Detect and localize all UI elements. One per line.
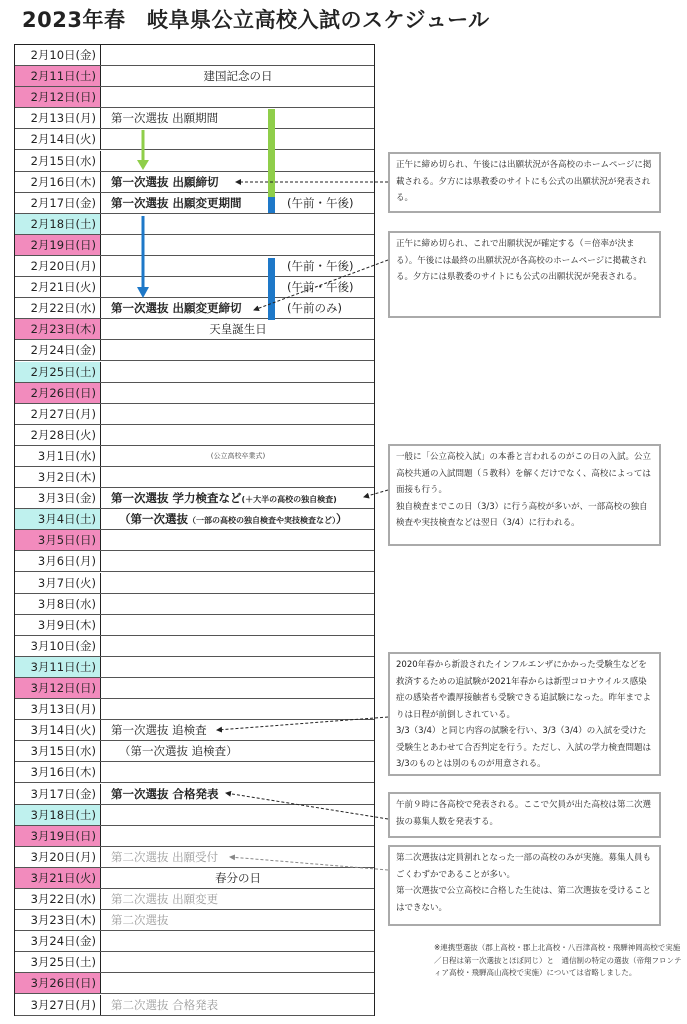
page-title: 2023年春 岐阜県公立高校入試のスケジュール	[22, 8, 490, 32]
row-date: 2月12日(日)	[15, 87, 101, 107]
row-date: 2月18日(土)	[15, 214, 101, 234]
event-label: 第一次選抜 追検査	[111, 723, 207, 738]
event-label: 第一次選抜 出願期間	[111, 111, 219, 126]
event-label: (公立高校卒業式)	[210, 451, 266, 460]
row-date: 3月15日(水)	[15, 741, 101, 761]
note-text: 午前９時に各高校で発表される。ここで欠員が出た高校は第二次選抜の募集人数を発表する。	[396, 800, 652, 827]
event-tail: ）	[336, 512, 348, 527]
note-text: 一般に「公立高校入試」の本番と言われるのがこの日の入試。公立高校共通の入試問題（５教科）を解くだけでなく、高校によっては面接も行う。	[396, 452, 652, 495]
row-date: 2月15日(水)	[15, 151, 101, 171]
row-date: 3月25日(土)	[15, 952, 101, 972]
row-date: 2月13日(月)	[15, 108, 101, 128]
event-label: 第一次選抜 出願変更期間	[111, 195, 242, 210]
note-text: 正午に締め切られ、午後には出願状況が各高校のホームページに掲載される。夕方には県教委のサイトにも公式の出願状況が発表される。	[396, 160, 652, 203]
row-date: 2月11日(土)	[15, 66, 101, 86]
row-date: 2月22日(水)	[15, 298, 101, 318]
row-date: 3月9日(木)	[15, 615, 101, 635]
event-label: 春分の日	[215, 870, 261, 885]
event-label: 第一次選抜 学力検査など	[111, 491, 242, 506]
row-date: 3月1日(水)	[15, 446, 101, 466]
event-label: 第一次選抜 出願締切	[111, 174, 219, 189]
event-label: （第一次選抜	[119, 512, 188, 527]
row-date: 2月20日(月)	[15, 256, 101, 276]
row-time-note: (午前のみ)	[287, 301, 342, 316]
leader-mar3	[364, 490, 388, 497]
row-date: 3月12日(日)	[15, 678, 101, 698]
event-label: 第二次選抜 出願変更	[111, 892, 219, 906]
row-date: 3月24日(金)	[15, 931, 101, 951]
note-text: 3/3（3/4）と同じ内容の試験を行い、3/3（3/4）の入試を受けた受験生とあわせて合否判定を行う。ただし、入試の学力検査問題は3/3のものとは別のものが用意される。	[396, 726, 652, 769]
row-date: 3月2日(木)	[15, 467, 101, 487]
row-date: 3月23日(木)	[15, 910, 101, 930]
row-date: 3月19日(日)	[15, 826, 101, 846]
row-date: 3月27日(月)	[15, 995, 101, 1015]
note-text: 正午に締め切られ、これで出願状況が確定する（＝倍率が決まる）。午後には最終の出願状況が各高校のホームページに掲載される。夕方には県教委のサイトにも公式の出願状況が発表される。	[396, 239, 647, 282]
event-sublabel: （一部の高校の独自検査や実技検査など）	[188, 516, 336, 526]
row-date: 2月28日(火)	[15, 425, 101, 445]
event-label: 第一次選抜 合格発表	[111, 786, 219, 801]
row-date: 2月21日(火)	[15, 277, 101, 297]
row-date: 3月10日(金)	[15, 636, 101, 656]
green-arrowhead	[137, 160, 149, 170]
row-date: 2月26日(日)	[15, 383, 101, 403]
event-label: 第二次選抜	[111, 913, 169, 928]
row-date: 3月16日(木)	[15, 762, 101, 782]
event-label: （第一次選抜 追検査）	[119, 744, 238, 759]
row-time-note: (午前・午後)	[287, 195, 354, 210]
leader-mar17	[226, 793, 388, 819]
leader-mar14	[217, 717, 388, 730]
event-label: 天皇誕生日	[209, 322, 267, 337]
row-date: 2月16日(木)	[15, 172, 101, 192]
note-text: 第一次選抜で公立高校に合格した生徒は、第二次選抜を受けることはできない。	[396, 886, 652, 913]
row-date: 2月19日(日)	[15, 235, 101, 255]
row-time-note: (午前・午後)	[287, 259, 354, 273]
row-date: 2月24日(金)	[15, 340, 101, 360]
row-date: 3月3日(金)	[15, 488, 101, 508]
green-bar	[268, 109, 275, 197]
row-date: 3月8日(水)	[15, 594, 101, 614]
row-date: 2月17日(金)	[15, 193, 101, 213]
row-date: 3月18日(土)	[15, 805, 101, 825]
row-date: 3月13日(月)	[15, 699, 101, 719]
footnote: ※連携型選抜（郡上高校・郡上北高校・八百津高校・飛騨神岡高校で実施／日程は第一次選抜とほぼ同じ）と 通信制の特定の選抜（帝翔フロンティア高校・飛騨高山高校で実施）については省略しました。	[434, 943, 682, 977]
blue-bar-1	[268, 197, 275, 213]
event-label: 第二次選抜 合格発表	[111, 997, 219, 1012]
leader-second	[230, 857, 388, 870]
row-date: 3月4日(土)	[15, 509, 101, 529]
row-date: 3月14日(火)	[15, 720, 101, 740]
row-time-note: (午前・午後)	[287, 280, 354, 295]
event-sublabel: (＋大半の高校の独自検査)	[241, 495, 337, 505]
event-label: 第一次選抜 出願変更締切	[111, 301, 242, 316]
blue-arrowhead	[137, 287, 149, 298]
event-label: 第二次選抜 出願受付	[111, 849, 219, 864]
row-date: 3月11日(土)	[15, 657, 101, 677]
row-date: 3月7日(火)	[15, 573, 101, 593]
row-date: 3月21日(火)	[15, 868, 101, 888]
row-date: 2月10日(金)	[15, 45, 101, 65]
row-date: 3月5日(日)	[15, 530, 101, 550]
note-text: 独自検査までこの日（3/3）に行う高校が多いが、一部高校の独自検査や実技検査などは翌日（3/4）に行われる。	[396, 501, 648, 528]
row-date: 3月20日(月)	[15, 847, 101, 867]
note-text: 2020年春から新設されたインフルエンザにかかった受験生などを救済するための追試験が2021年春からは新型コロナウイルス感染症の感染者や濃厚接触者も受験できる追試験になった。昨年までよりは日程が前倒しされている。	[396, 660, 652, 720]
row-date: 2月27日(月)	[15, 404, 101, 424]
row-date: 2月23日(木)	[15, 319, 101, 339]
row-date: 2月25日(土)	[15, 362, 101, 382]
row-date: 2月14日(火)	[15, 129, 101, 149]
row-date: 3月17日(金)	[15, 784, 101, 804]
row-date: 3月6日(月)	[15, 551, 101, 571]
row-date: 3月26日(日)	[15, 973, 101, 993]
event-label: 建国記念の日	[203, 69, 273, 84]
row-date: 3月22日(水)	[15, 889, 101, 909]
blue-bar-2	[268, 258, 275, 320]
note-text: 第二次選抜は定員割れとなった一部の高校のみが実施。募集人員もごくわずかであることが多い。	[396, 853, 652, 880]
